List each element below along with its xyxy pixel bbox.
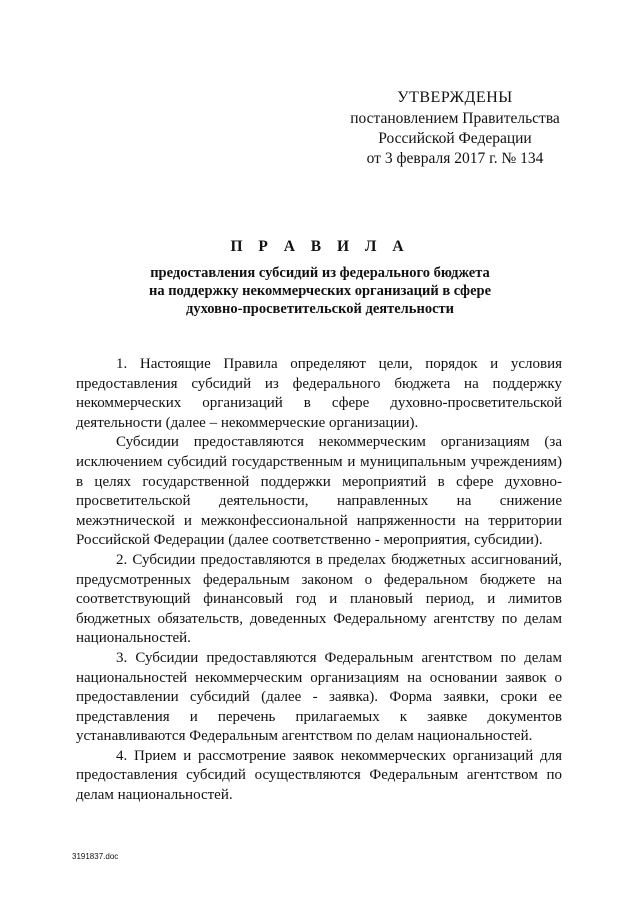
paragraph-4: 3. Субсидии предоставляются Федеральным агентством по делам национальностей некоммерческим организациям на основании заявок о предоставлении субсидий (далее - заявка). Форма заявки, сроки ее представления и перечень прилагаемых к заявке документов устанавливаются Федеральным агентством по делам национальностей. [76,649,562,745]
paragraph-3: 2. Субсидии предоставляются в пределах бюджетных ассигнований, предусмотренных федеральным законом о федеральном бюджете на соответствующий финансовый год и плановый период, и лимитов бюджетных обязательств, доведенных Федеральному агентству по делам национальностей. [76,551,562,647]
paragraph-1: 1. Настоящие Правила определяют цели, порядок и условия предоставления субсидий из федерального бюджета на поддержку некоммерческих организаций в сфере духовно-просветительской деятельности (далее – некоммерческие организации). [76,356,562,431]
document-body [76,355,562,806]
paragraph-2: Субсидии предоставляются некоммерческим организациям (за исключением субсидий государственным и муниципальным учреждениям) в целях государственной поддержки мероприятий в сфере духовно-просветительской деятельности, направленных на снижение межэтнической и межконфессиональной напряженности на территории Российской Федерации (далее соответственно - мероприятия, субсидии). [76,434,562,549]
document-title: П Р А В И Л А [230,238,410,255]
approval-title: УТВЕРЖДЕНЫ [397,89,513,106]
approval-stamp-block [330,88,580,169]
approval-line-1: постановлением Правительства [350,110,560,127]
paragraph-5: 4. Прием и рассмотрение заявок некоммерческих организаций для предоставления субсидий осуществляются Федеральным агентством по делам национальностей. [76,747,562,804]
document-file-code: 3191837.doc [72,852,119,861]
subtitle-line-1: предоставления субсидий из федерального бюджета [150,265,490,281]
subtitle-line-2: на поддержку некоммерческих организаций в сфере [148,283,492,299]
approval-line-2: Российской Федерации [378,130,532,147]
approval-line-3: от 3 февраля 2017 г. № 134 [366,150,544,167]
subtitle-line-3: духовно-просветительской деятельности [186,301,454,317]
document-subtitle [120,264,520,318]
